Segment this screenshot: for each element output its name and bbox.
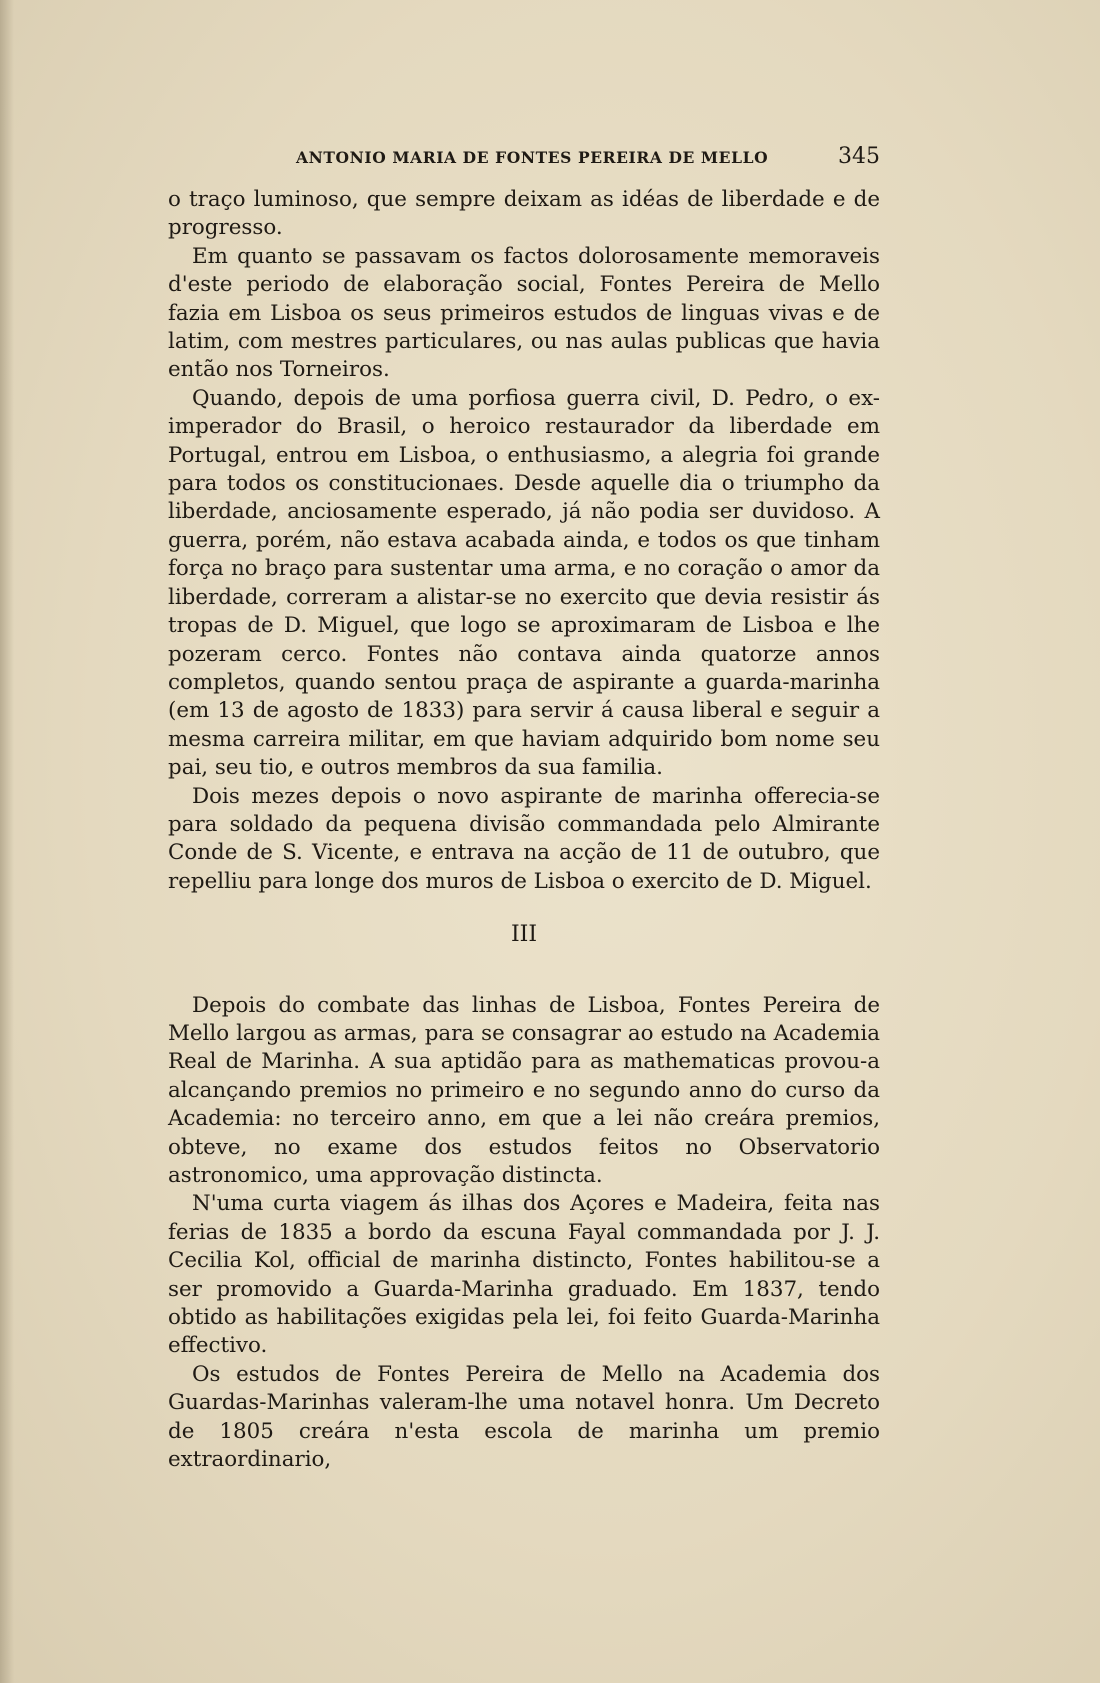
paragraph: Depois do combate das linhas de Lisboa, Fontes Pereira de Mello largou as armas, para se consagrar ao estudo na Academia Real de Marinha. A sua aptidão para as mathematicas provou-a alcançando premios no primeiro e no segundo anno do curso da Academia: no terceiro anno, em que a lei não creára premios, obteve, no exame dos estudos feitos no Observatorio astronomico, uma approvação distincta. bbox=[168, 992, 880, 1188]
section-heading: III bbox=[510, 922, 538, 948]
paragraph: Dois mezes depois o novo aspirante de marinha offerecia-se para soldado da pequena divisão commandada pelo Almirante Conde de S. Vicente, e entrava na acção de 11 de outubro, que repelliu para longe dos muros de Lisboa o exercito de D. Miguel. bbox=[168, 783, 880, 894]
page-number: 345 bbox=[838, 144, 880, 169]
paragraph: o traço luminoso, que sempre deixam as idéas de liberdade e de progresso. bbox=[168, 187, 880, 241]
paragraph: Quando, depois de uma porfiosa guerra civil, D. Pedro, o ex-imperador do Brasil, o heroico restaurador da liberdade em Portugal, entrou em Lisboa, o enthusiasmo, a alegria foi grande para todos os constitucionaes. Desde aquelle dia o triumpho da liberdade, anciosamente esperado, já não podia ser duvidoso. A guerra, porém, não estava acabada ainda, e todos os que tinham força no braço para sustentar uma arma, e no coração o amor da liberdade, correram a alistar-se no exercito que devia resistir ás tropas de D. Miguel, que logo se aproximaram de Lisboa e lhe pozeram cerco. Fontes não contava ainda quatorze annos completos, quando sentou praça de aspirante a guarda-marinha (em 13 de agosto de 1833) para servir á causa liberal e seguir a mesma carreira militar, em que haviam adquirido bom nome seu pai, seu tio, e outros membros da sua familia. bbox=[168, 385, 880, 781]
paragraph: N'uma curta viagem ás ilhas dos Açores e Madeira, feita nas ferias de 1835 a bordo da escuna Fayal commandada por J. J. Cecilia Kol, official de marinha distincto, Fontes habilitou-se a ser promovido a Guarda-Marinha graduado. Em 1837, tendo obtido as habilitações exigidas pela lei, foi feito Guarda-Marinha effectivo. bbox=[168, 1191, 880, 1359]
page-header bbox=[168, 144, 880, 174]
running-title: ANTONIO MARIA DE FONTES PEREIRA DE MELLO bbox=[296, 148, 769, 167]
paragraph: Em quanto se passavam os factos dolorosamente memoraveis d'este periodo de elaboração social, Fontes Pereira de Mello fazia em Lisboa os seus primeiros estudos de linguas vivas e de latim, com mestres particulares, ou nas aulas publicas que havia então nos Torneiros. bbox=[168, 243, 880, 383]
paragraph: Os estudos de Fontes Pereira de Mello na Academia dos Guardas-Marinhas valeram-lhe uma notavel honra. Um Decreto de 1805 creára n'esta escola de marinha um premio extraordinario, bbox=[168, 1361, 880, 1473]
page-edge-shadow bbox=[0, 0, 14, 1683]
page-body bbox=[168, 186, 880, 1474]
